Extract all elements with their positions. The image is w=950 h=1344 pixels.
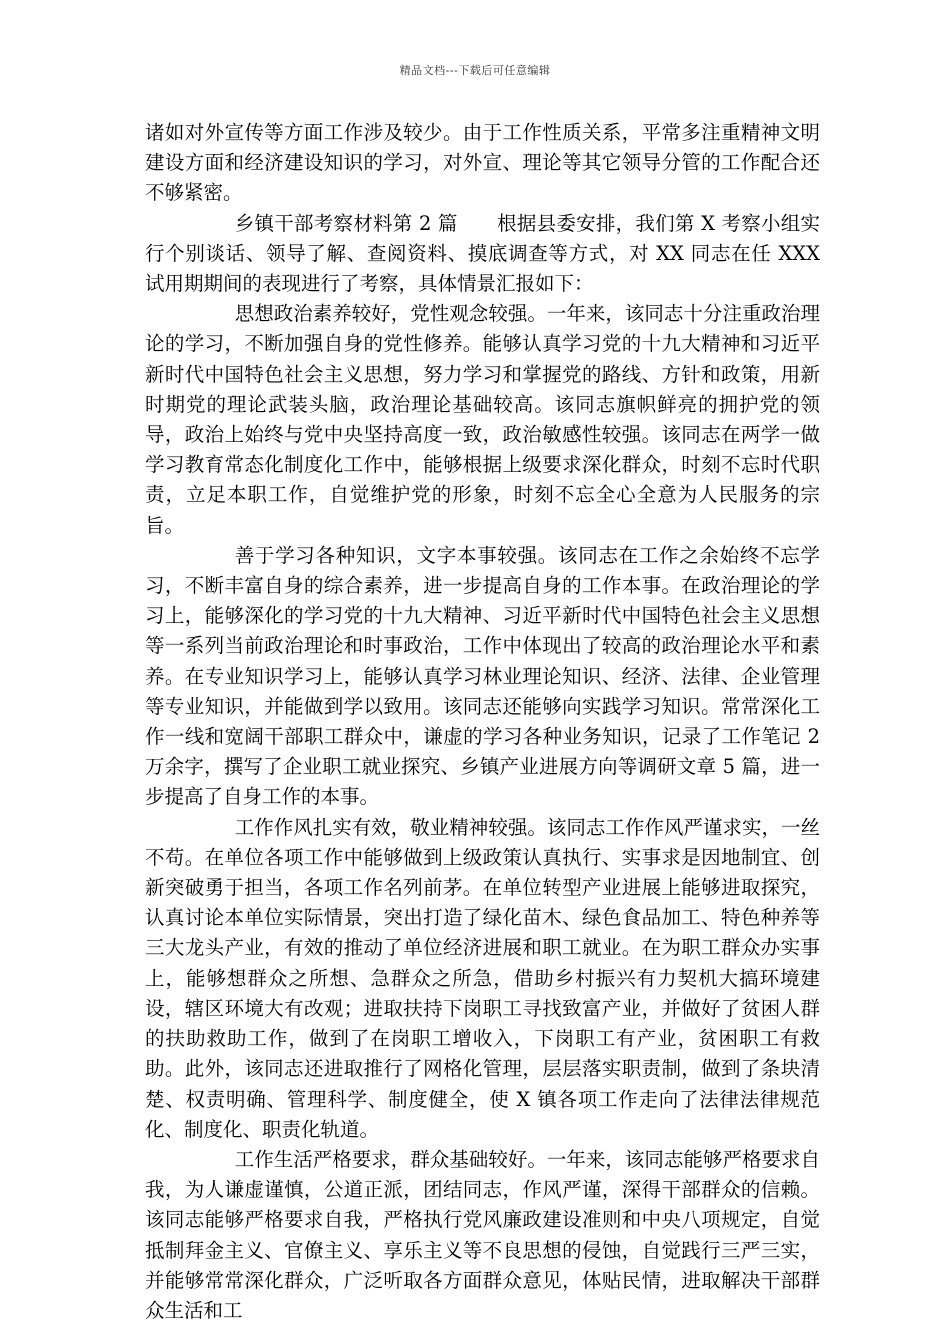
paragraph-2: 乡镇干部考察材料第 2 篇 根据县委安排，我们第 X 考察小组实行个别谈话、领导了解、查阅资料、摸底调查等方式，对 XX 同志在任 XXX 试用期期间的表现进行了考察，具体情景汇报如下：: [145, 211, 820, 296]
paragraph-1: 诸如对外宣传等方面工作涉及较少。由于工作性质关系，平常多注重精神文明建设方面和经济建设知识的学习，对外宣、理论等其它领导分管的工作配合还不够紧密。: [145, 121, 820, 205]
paragraph-5: 工作作风扎实有效，敬业精神较强。该同志工作作风严谨求实，一丝不苟。在单位各项工作中能够做到上级政策认真执行、实事求是因地制宜、创新突破勇于担当，各项工作名列前茅。在单位转型产业进展上能够进取探究，认真讨论本单位实际情景，突出打造了绿化苗木、绿色食品加工、特色种养等三大龙头产业，有效的推动了单位经济进展和职工就业。在为职工群众办实事上，能够想群众之所想、急群众之所急，借助乡村振兴有力契机大搞环境建设，辖区环境大有改观；进取扶持下岗职工寻找致富产业，并做好了贫困人群的扶助救助工作，做到了在岗职工增收入，下岗职工有产业，贫困职工有救助。此外，该同志还进取推行了网格化管理，层层落实职责制，做到了条块清楚、权责明确、管理科学、制度健全，使 X 镇各项工作走向了法律法律规范化、制度化、职责化轨道。: [145, 815, 820, 1141]
paragraph-4: 善于学习各种知识，文字本事较强。该同志在工作之余始终不忘学习，不断丰富自身的综合素养，进一步提高自身的工作本事。在政治理论的学习上，能够深化的学习党的十九大精神、习近平新时代中国特色社会主义思想等一系列当前政治理论和时事政治，工作中体现出了较高的政治理论水平和素养。在专业知识学习上，能够认真学习林业理论知识、经济、法律、企业管理等专业知识，并能做到学以致用。该同志还能够向实践学习知识。常常深化工作一线和宽阔干部职工群众中，谦虚的学习各种业务知识，记录了工作笔记 2 万余字，撰写了企业职工就业探究、乡镇产业进展方向等调研文章 5 篇，进一步提高了自身工作的本事。: [145, 543, 820, 809]
page-header: 精品文档---下载后可任意编辑: [399, 64, 551, 77]
document-body: [145, 118, 820, 1326]
paragraph-6: 工作生活严格要求，群众基础较好。一年来，该同志能够严格要求自我，为人谦虚谨慎，公道正派，团结同志，作风严谨，深得干部群众的信赖。该同志能够严格要求自我，严格执行党风廉政建设准则和中央八项规定，自觉抵制拜金主义、官僚主义、享乐主义等不良思想的侵蚀，自觉践行三严三实，并能够常常深化群众，广泛听取各方面群众意见，体贴民情，进取解决干部群众生活和工: [145, 1147, 820, 1322]
paragraph-3: 思想政治素养较好，党性观念较强。一年来，该同志十分注重政治理论的学习，不断加强自身的党性修养。能够认真学习党的十九大精神和习近平新时代中国特色社会主义思想，努力学习和掌握党的路线、方针和政策，用新时期党的理论武装头脑，政治理论基础较高。该同志旗帜鲜亮的拥护党的领导，政治上始终与党中央坚持高度一致，政治敏感性较强。该同志在两学一做学习教育常态化制度化工作中，能够根据上级要求深化群众，时刻不忘时代职责，立足本职工作，自觉维护党的形象，时刻不忘全心全意为人民服务的宗旨。: [145, 302, 820, 537]
